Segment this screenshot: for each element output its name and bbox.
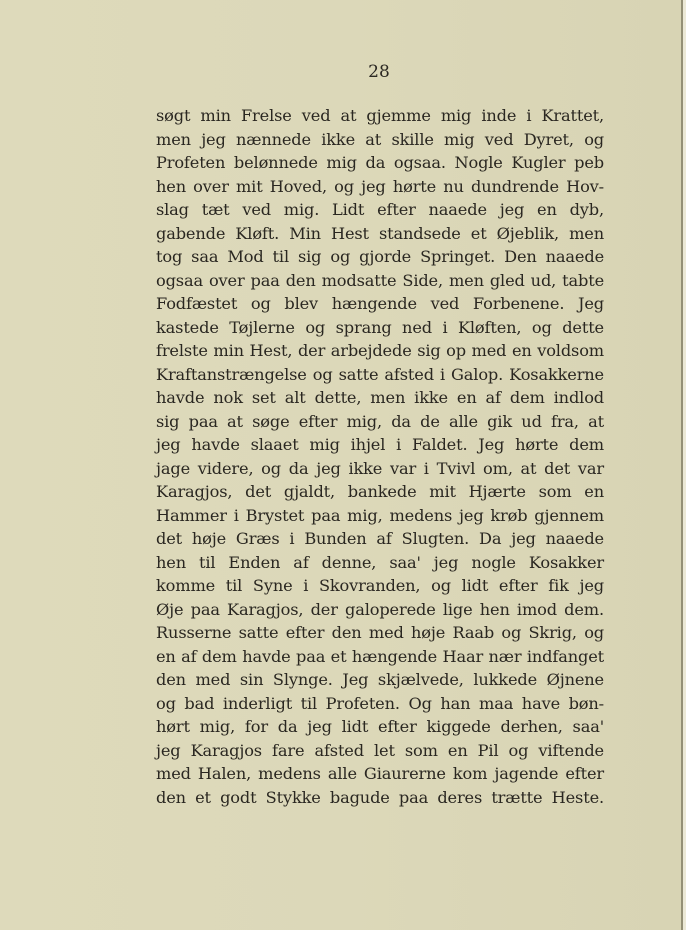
text-line: det høje Græs i Bunden af Slugten. Da jeg naaede — [156, 529, 604, 548]
text-line: gabende Kløft. Min Hest standsede et Øjeblik, men — [156, 223, 604, 243]
text-line: jage videre, og da jeg ikke var i Tvivl om, at det var — [156, 458, 604, 478]
text-line: og bad inderligt til Profeten. Og han maa have bøn- — [156, 693, 604, 713]
text-line: Kraftanstrængelse og satte afsted i Galop. Kosakkerne — [156, 364, 604, 384]
text-line: ogsaa over paa den modsatte Side, men gled ud, tabte — [156, 270, 604, 290]
text-line: Hammer i Brystet paa mig, medens jeg krøb gjennem — [156, 505, 604, 525]
text-line: havde nok set alt dette, men ikke en af dem indlod — [156, 388, 604, 407]
text-line: komme til Syne i Skovranden, og lidt efter fik jeg — [156, 576, 604, 595]
text-line: en af dem havde paa et hængende Haar nær indfanget — [156, 646, 604, 666]
text-line: den et godt Stykke bagude paa deres trætte Heste. — [156, 787, 604, 807]
text-line: Profeten belønnede mig da ogsaa. Nogle Kugler peb — [156, 153, 604, 172]
text-line: kastede Tøjlerne og sprang ned i Kløften, og dette — [156, 317, 604, 337]
text-line: frelste min Hest, der arbejdede sig op med en voldsom — [156, 341, 604, 360]
text-line: Russerne satte efter den med høje Raab og Skrig, og — [156, 623, 604, 642]
text-line: den med sin Slynge. Jeg skjælvede, lukkede Øjnene — [156, 670, 604, 689]
text-line: hen til Enden af denne, saa' jeg nogle Kosakker — [156, 552, 604, 572]
text-line: jeg havde slaaet mig ihjel i Faldet. Jeg hørte dem — [156, 435, 604, 454]
text-line: slag tæt ved mig. Lidt efter naaede jeg en dyb, — [156, 200, 604, 219]
text-line: søgt min Frelse ved at gjemme mig inde i Krattet, — [156, 106, 604, 125]
text-line: hørt mig, for da jeg lidt efter kiggede derhen, saa' — [156, 717, 604, 736]
text-line: jeg Karagjos fare afsted let som en Pil og viftende — [156, 740, 604, 760]
body-text — [156, 104, 604, 809]
text-line: sig paa at søge efter mig, da de alle gik ud fra, at — [156, 411, 604, 431]
page-number: 28 — [368, 62, 390, 82]
text-line: Øje paa Karagjos, der galoperede lige hen imod dem. — [156, 599, 604, 619]
text-line: men jeg nænnede ikke at skille mig ved Dyret, og — [156, 129, 604, 149]
text-line: Karagjos, det gjaldt, bankede mit Hjærte som en — [156, 482, 604, 501]
text-line: Fodfæstet og blev hængende ved Forbenene. Jeg — [156, 294, 604, 313]
text-line: hen over mit Hoved, og jeg hørte nu dundrende Hov- — [156, 176, 604, 196]
text-line: med Halen, medens alle Giaurerne kom jagende efter — [156, 764, 604, 783]
text-line: tog saa Mod til sig og gjorde Springet. Den naaede — [156, 247, 604, 266]
